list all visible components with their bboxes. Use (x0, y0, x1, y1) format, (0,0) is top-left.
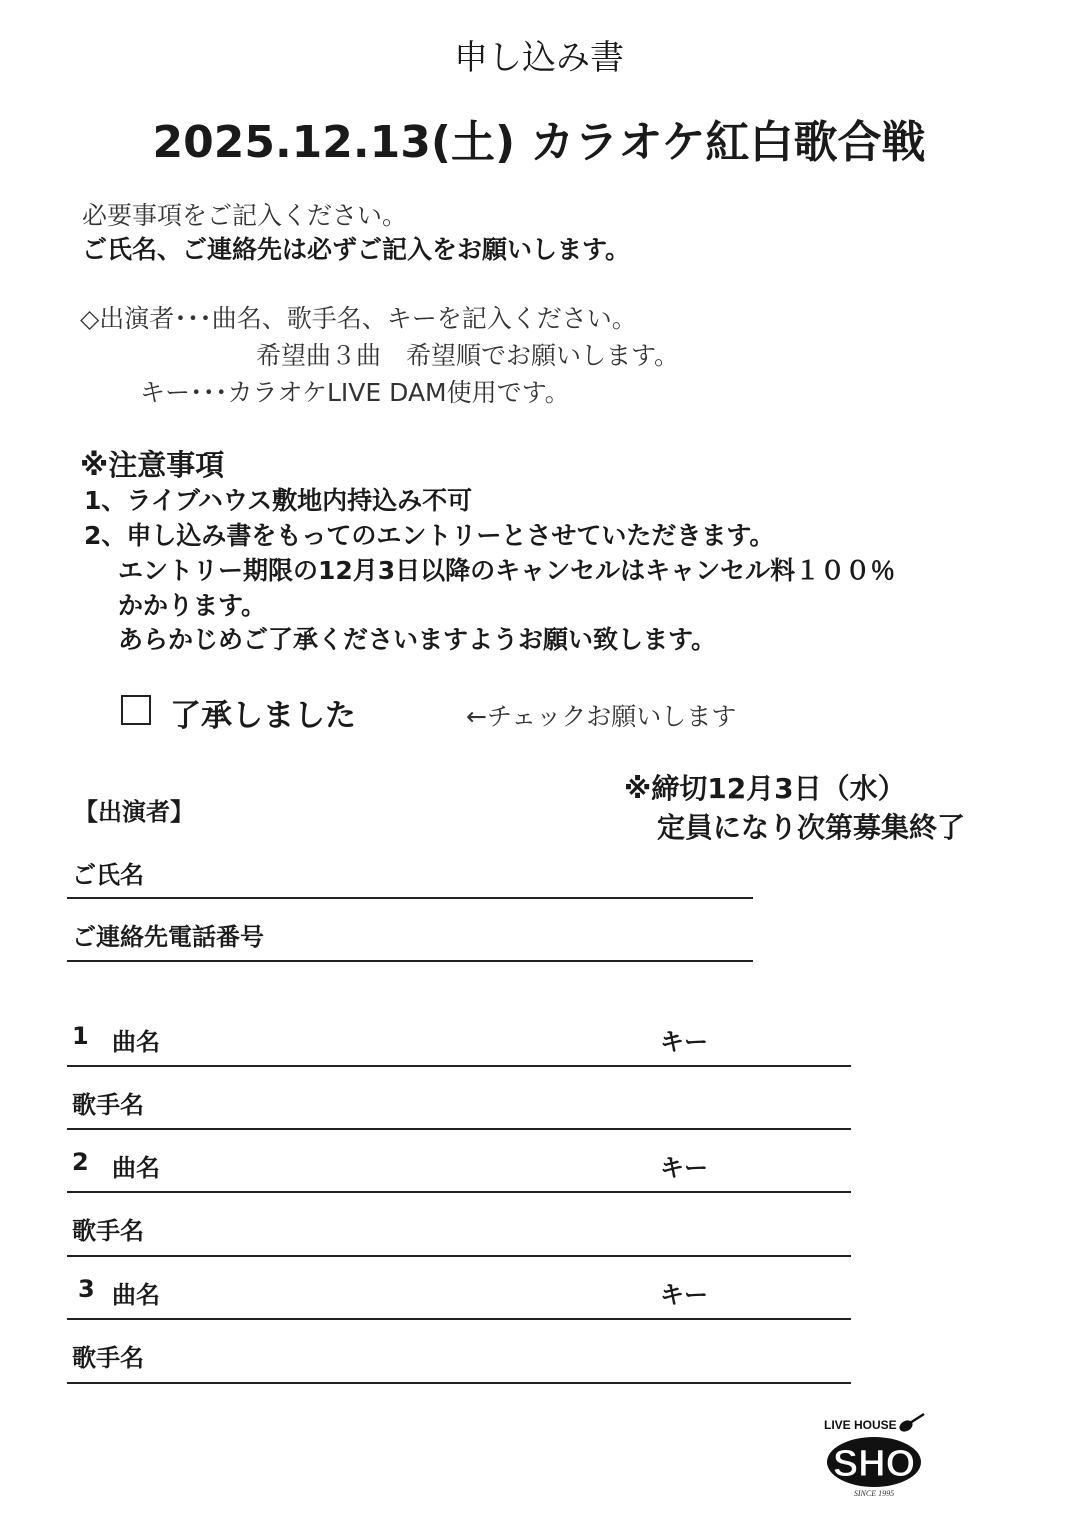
deadline-line-2: 定員になり次第募集終了 (657, 811, 966, 844)
event-title: 2025.12.13(土) カラオケ紅白歌合戦 (152, 117, 926, 168)
song-3-number: 3 (78, 1275, 95, 1303)
phone-label: ご連絡先電話番号 (72, 923, 264, 951)
agreement-label: 了承しました (170, 698, 356, 734)
song-3-artist-line[interactable] (67, 1382, 851, 1384)
song-1-label: 曲名 (112, 1028, 160, 1056)
performer-section-label: 【出演者】 (74, 798, 194, 826)
song-1-number: 1 (72, 1022, 89, 1050)
song-3-artist-label: 歌手名 (72, 1344, 144, 1372)
intro-line-1: 必要事項をご記入ください。 (82, 201, 408, 230)
logo-main-text: SHO (832, 1443, 916, 1485)
notes-item-2: 2、申し込み書をもってのエントリーとさせていただきます。 (84, 521, 775, 550)
song-2-number: 2 (72, 1148, 89, 1176)
song-3-label: 曲名 (112, 1281, 160, 1309)
song-3-key-label: キー (660, 1281, 708, 1309)
performer-info-line-1: ◇出演者･･･曲名、歌手名、キーを記入ください。 (80, 304, 637, 333)
song-2-label: 曲名 (112, 1154, 160, 1182)
song-2-artist-line[interactable] (67, 1255, 851, 1257)
agreement-hint: ←チェックお願いします (466, 702, 737, 731)
notes-item-2-line-2: エントリー期限の12月3日以降のキャンセルはキャンセル料１００％ (118, 556, 896, 585)
form-title: 申し込み書 (454, 38, 624, 78)
notes-item-2-line-4: あらかじめご了承くださいますようお願い致します。 (118, 625, 717, 654)
phone-field-line[interactable] (67, 960, 753, 962)
song-1-field-line[interactable] (67, 1065, 851, 1067)
song-1-artist-label: 歌手名 (72, 1091, 144, 1119)
logo-bottom-text: SINCE 1995 (853, 1489, 895, 1498)
intro-line-2: ご氏名、ご連絡先は必ずご記入をお願いします。 (82, 235, 631, 264)
song-1-key-label: キー (660, 1028, 708, 1056)
notes-item-1: 1、ライブハウス敷地内持込み不可 (84, 486, 473, 515)
notes-heading: ※注意事項 (80, 448, 225, 482)
song-2-field-line[interactable] (67, 1191, 851, 1193)
song-2-artist-label: 歌手名 (72, 1217, 144, 1245)
song-1-artist-line[interactable] (67, 1128, 851, 1130)
live-house-sho-logo (818, 1410, 930, 1500)
song-2-key-label: キー (660, 1154, 708, 1182)
name-label: ご氏名 (72, 861, 144, 889)
agreement-checkbox[interactable] (121, 695, 151, 725)
deadline-line-1: ※締切12月3日（水） (624, 772, 906, 805)
guitar-icon (897, 1414, 924, 1434)
name-field-line[interactable] (67, 897, 753, 899)
song-3-field-line[interactable] (67, 1318, 851, 1320)
performer-info-line-2: 希望曲３曲 希望順でお願いします。 (256, 341, 680, 370)
performer-info-line-3: キー･･･カラオケLIVE DAM使用です。 (140, 378, 570, 407)
notes-item-2-line-3: かかります。 (118, 591, 267, 620)
logo-top-text: LIVE HOUSE (824, 1418, 897, 1432)
